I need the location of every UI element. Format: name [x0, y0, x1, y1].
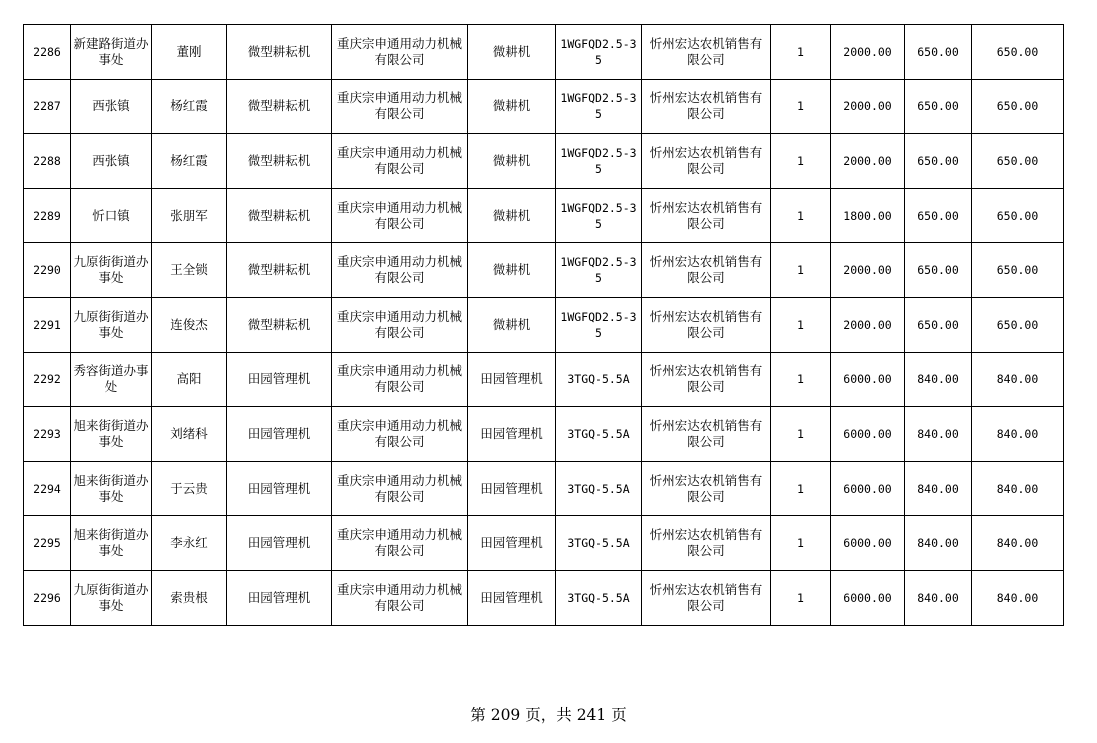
applicant-name-cell: 连俊杰 [152, 297, 227, 352]
central-subsidy-cell: 650.00 [905, 297, 972, 352]
dealer-cell: 忻州宏达农机销售有限公司 [642, 25, 771, 80]
applicant-name-cell: 张朋军 [152, 188, 227, 243]
sale-price-cell: 6000.00 [831, 516, 905, 571]
total-subsidy-cell: 840.00 [972, 352, 1064, 407]
machine-category-cell: 田园管理机 [227, 407, 332, 462]
page-footer [0, 703, 1097, 725]
quantity-cell: 1 [771, 243, 831, 298]
applicant-name-cell: 刘绪科 [152, 407, 227, 462]
serial-number-cell: 2296 [24, 570, 71, 625]
township-cell: 忻口镇 [71, 188, 152, 243]
table-row [24, 297, 1064, 352]
serial-number-cell: 2294 [24, 461, 71, 516]
machine-category-cell: 微型耕耘机 [227, 243, 332, 298]
table-row [24, 25, 1064, 80]
dealer-cell: 忻州宏达农机销售有限公司 [642, 297, 771, 352]
total-subsidy-cell: 650.00 [972, 134, 1064, 189]
dealer-cell: 忻州宏达农机销售有限公司 [642, 243, 771, 298]
applicant-name-cell: 于云贵 [152, 461, 227, 516]
footer-suffix: 页 [611, 706, 627, 724]
table-row [24, 570, 1064, 625]
model-cell: 1WGFQD2.5-35 [556, 297, 642, 352]
subsidy-table [23, 24, 1064, 626]
central-subsidy-cell: 650.00 [905, 243, 972, 298]
table-row [24, 134, 1064, 189]
sale-price-cell: 6000.00 [831, 407, 905, 462]
total-page-count: 241 [576, 706, 607, 724]
applicant-name-cell: 高阳 [152, 352, 227, 407]
sale-price-cell: 2000.00 [831, 79, 905, 134]
serial-number-cell: 2292 [24, 352, 71, 407]
quantity-cell: 1 [771, 297, 831, 352]
quantity-cell: 1 [771, 352, 831, 407]
township-cell: 旭来街街道办事处 [71, 461, 152, 516]
central-subsidy-cell: 840.00 [905, 352, 972, 407]
machine-category-cell: 微型耕耘机 [227, 25, 332, 80]
total-subsidy-cell: 650.00 [972, 188, 1064, 243]
table-body [24, 25, 1064, 626]
township-cell: 九原街街道办事处 [71, 570, 152, 625]
township-cell: 西张镇 [71, 134, 152, 189]
manufacturer-cell: 重庆宗申通用动力机械有限公司 [332, 407, 468, 462]
manufacturer-cell: 重庆宗申通用动力机械有限公司 [332, 352, 468, 407]
model-cell: 3TGQ-5.5A [556, 516, 642, 571]
machine-item-cell: 微耕机 [468, 79, 556, 134]
serial-number-cell: 2287 [24, 79, 71, 134]
sale-price-cell: 1800.00 [831, 188, 905, 243]
model-cell: 3TGQ-5.5A [556, 461, 642, 516]
machine-category-cell: 田园管理机 [227, 461, 332, 516]
model-cell: 1WGFQD2.5-35 [556, 188, 642, 243]
footer-middle: 页，共 [525, 706, 572, 724]
manufacturer-cell: 重庆宗申通用动力机械有限公司 [332, 516, 468, 571]
total-subsidy-cell: 840.00 [972, 407, 1064, 462]
serial-number-cell: 2288 [24, 134, 71, 189]
manufacturer-cell: 重庆宗申通用动力机械有限公司 [332, 243, 468, 298]
manufacturer-cell: 重庆宗申通用动力机械有限公司 [332, 570, 468, 625]
table-row [24, 79, 1064, 134]
table-row [24, 352, 1064, 407]
applicant-name-cell: 李永红 [152, 516, 227, 571]
table-row [24, 188, 1064, 243]
machine-item-cell: 微耕机 [468, 297, 556, 352]
model-cell: 3TGQ-5.5A [556, 407, 642, 462]
serial-number-cell: 2286 [24, 25, 71, 80]
quantity-cell: 1 [771, 134, 831, 189]
table-row [24, 516, 1064, 571]
central-subsidy-cell: 650.00 [905, 134, 972, 189]
table-row [24, 407, 1064, 462]
township-cell: 旭来街街道办事处 [71, 516, 152, 571]
machine-category-cell: 田园管理机 [227, 352, 332, 407]
machine-item-cell: 田园管理机 [468, 461, 556, 516]
dealer-cell: 忻州宏达农机销售有限公司 [642, 188, 771, 243]
machine-item-cell: 田园管理机 [468, 516, 556, 571]
machine-item-cell: 田园管理机 [468, 570, 556, 625]
machine-item-cell: 微耕机 [468, 243, 556, 298]
table-row [24, 243, 1064, 298]
serial-number-cell: 2293 [24, 407, 71, 462]
model-cell: 1WGFQD2.5-35 [556, 243, 642, 298]
machine-category-cell: 田园管理机 [227, 516, 332, 571]
model-cell: 3TGQ-5.5A [556, 352, 642, 407]
current-page-number: 209 [490, 706, 521, 724]
dealer-cell: 忻州宏达农机销售有限公司 [642, 516, 771, 571]
manufacturer-cell: 重庆宗申通用动力机械有限公司 [332, 79, 468, 134]
township-cell: 旭来街街道办事处 [71, 407, 152, 462]
central-subsidy-cell: 840.00 [905, 570, 972, 625]
dealer-cell: 忻州宏达农机销售有限公司 [642, 407, 771, 462]
central-subsidy-cell: 650.00 [905, 188, 972, 243]
applicant-name-cell: 杨红霞 [152, 134, 227, 189]
township-cell: 新建路街道办事处 [71, 25, 152, 80]
applicant-name-cell: 索贵根 [152, 570, 227, 625]
applicant-name-cell: 王全锁 [152, 243, 227, 298]
sale-price-cell: 6000.00 [831, 570, 905, 625]
total-subsidy-cell: 650.00 [972, 243, 1064, 298]
quantity-cell: 1 [771, 79, 831, 134]
total-subsidy-cell: 650.00 [972, 25, 1064, 80]
total-subsidy-cell: 840.00 [972, 516, 1064, 571]
machine-item-cell: 微耕机 [468, 134, 556, 189]
serial-number-cell: 2289 [24, 188, 71, 243]
applicant-name-cell: 董刚 [152, 25, 227, 80]
applicant-name-cell: 杨红霞 [152, 79, 227, 134]
machine-category-cell: 微型耕耘机 [227, 79, 332, 134]
township-cell: 秀容街道办事处 [71, 352, 152, 407]
township-cell: 九原街街道办事处 [71, 243, 152, 298]
central-subsidy-cell: 840.00 [905, 516, 972, 571]
serial-number-cell: 2290 [24, 243, 71, 298]
machine-item-cell: 微耕机 [468, 188, 556, 243]
machine-category-cell: 田园管理机 [227, 570, 332, 625]
machine-item-cell: 微耕机 [468, 25, 556, 80]
quantity-cell: 1 [771, 407, 831, 462]
manufacturer-cell: 重庆宗申通用动力机械有限公司 [332, 461, 468, 516]
sale-price-cell: 2000.00 [831, 243, 905, 298]
central-subsidy-cell: 840.00 [905, 407, 972, 462]
quantity-cell: 1 [771, 25, 831, 80]
machine-item-cell: 田园管理机 [468, 407, 556, 462]
dealer-cell: 忻州宏达农机销售有限公司 [642, 570, 771, 625]
footer-prefix: 第 [470, 706, 486, 724]
quantity-cell: 1 [771, 461, 831, 516]
sale-price-cell: 6000.00 [831, 461, 905, 516]
model-cell: 1WGFQD2.5-35 [556, 134, 642, 189]
sale-price-cell: 2000.00 [831, 134, 905, 189]
machine-category-cell: 微型耕耘机 [227, 134, 332, 189]
dealer-cell: 忻州宏达农机销售有限公司 [642, 79, 771, 134]
sale-price-cell: 2000.00 [831, 25, 905, 80]
total-subsidy-cell: 650.00 [972, 297, 1064, 352]
quantity-cell: 1 [771, 570, 831, 625]
manufacturer-cell: 重庆宗申通用动力机械有限公司 [332, 297, 468, 352]
manufacturer-cell: 重庆宗申通用动力机械有限公司 [332, 25, 468, 80]
table-row [24, 461, 1064, 516]
machine-category-cell: 微型耕耘机 [227, 297, 332, 352]
total-subsidy-cell: 650.00 [972, 79, 1064, 134]
manufacturer-cell: 重庆宗申通用动力机械有限公司 [332, 134, 468, 189]
sale-price-cell: 6000.00 [831, 352, 905, 407]
model-cell: 3TGQ-5.5A [556, 570, 642, 625]
township-cell: 西张镇 [71, 79, 152, 134]
total-subsidy-cell: 840.00 [972, 461, 1064, 516]
central-subsidy-cell: 650.00 [905, 25, 972, 80]
total-subsidy-cell: 840.00 [972, 570, 1064, 625]
central-subsidy-cell: 650.00 [905, 79, 972, 134]
machine-category-cell: 微型耕耘机 [227, 188, 332, 243]
dealer-cell: 忻州宏达农机销售有限公司 [642, 461, 771, 516]
model-cell: 1WGFQD2.5-35 [556, 25, 642, 80]
manufacturer-cell: 重庆宗申通用动力机械有限公司 [332, 188, 468, 243]
machine-item-cell: 田园管理机 [468, 352, 556, 407]
sale-price-cell: 2000.00 [831, 297, 905, 352]
quantity-cell: 1 [771, 516, 831, 571]
central-subsidy-cell: 840.00 [905, 461, 972, 516]
quantity-cell: 1 [771, 188, 831, 243]
serial-number-cell: 2295 [24, 516, 71, 571]
dealer-cell: 忻州宏达农机销售有限公司 [642, 352, 771, 407]
serial-number-cell: 2291 [24, 297, 71, 352]
model-cell: 1WGFQD2.5-35 [556, 79, 642, 134]
township-cell: 九原街街道办事处 [71, 297, 152, 352]
dealer-cell: 忻州宏达农机销售有限公司 [642, 134, 771, 189]
